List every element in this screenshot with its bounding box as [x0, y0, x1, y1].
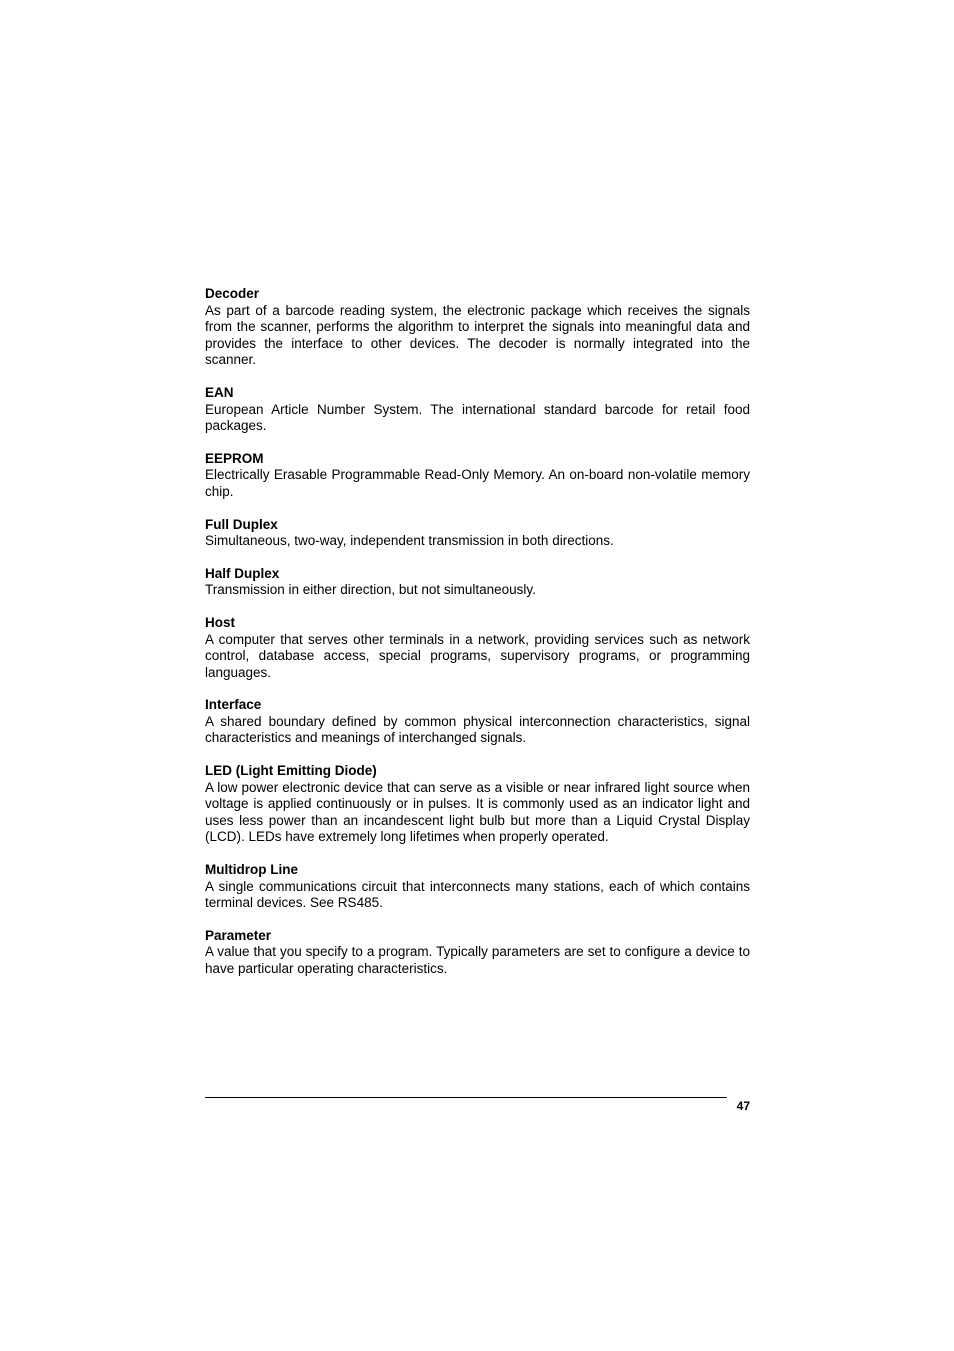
- glossary-definition: A value that you specify to a program. Typically parameters are set to configure a device to have particular operating characteristics.: [205, 944, 750, 976]
- glossary-definition: European Article Number System. The international standard barcode for retail food packages.: [205, 401, 750, 434]
- glossary-content: [205, 286, 750, 994]
- glossary-definition: Electrically Erasable Programmable Read-Only Memory. An on-board non-volatile memory chip.: [205, 467, 750, 499]
- glossary-definition: Transmission in either direction, but not simultaneously.: [205, 582, 536, 598]
- footer-divider: [205, 1097, 727, 1098]
- glossary-term: Half Duplex: [205, 565, 280, 581]
- glossary-entry-interface: [205, 697, 750, 747]
- glossary-definition: A computer that serves other terminals in a network, providing services such as network control, database access, special programs, supervisory programs, or programming languages.: [205, 631, 750, 680]
- glossary-entry-full-duplex: [205, 517, 750, 550]
- glossary-definition: A single communications circuit that interconnects many stations, each of which contains terminal devices. See RS485.: [205, 878, 750, 911]
- glossary-entry-eeprom: [205, 451, 750, 501]
- glossary-entry-led: [205, 763, 750, 846]
- glossary-entry-multidrop-line: [205, 862, 750, 912]
- glossary-term: Full Duplex: [205, 516, 278, 532]
- glossary-term: Decoder: [205, 286, 260, 301]
- glossary-definition: A low power electronic device that can serve as a visible or near infrared light source when voltage is applied continuously or in pulses. It is commonly used as an indicator light and uses less power than an incandescent light bulb but more than a Liquid Crystal Display (LCD). LEDs have extremely long lifetimes when properly operated.: [205, 779, 750, 845]
- glossary-entry-decoder: [205, 286, 750, 369]
- glossary-entry-host: [205, 615, 750, 681]
- glossary-term: Multidrop Line: [205, 862, 298, 878]
- glossary-term: EEPROM: [205, 450, 264, 466]
- glossary-entry-parameter: [205, 928, 750, 978]
- glossary-term: Parameter: [205, 927, 272, 943]
- glossary-definition: As part of a barcode reading system, the electronic package which receives the signals from the scanner, performs the algorithm to interpret the signals into meaningful data and provides the interface to other devices. The decoder is normally integrated into the scanner.: [205, 302, 750, 368]
- glossary-definition: Simultaneous, two-way, independent transmission in both directions.: [205, 533, 614, 549]
- glossary-entry-half-duplex: [205, 566, 750, 599]
- page-number: 47: [736, 1099, 750, 1113]
- glossary-term: Host: [205, 614, 235, 630]
- glossary-definition: A shared boundary defined by common physical interconnection characteristics, signal characteristics and meanings of interchanged signals.: [205, 713, 750, 746]
- glossary-term: LED (Light Emitting Diode): [205, 763, 377, 779]
- glossary-entry-ean: [205, 385, 750, 435]
- glossary-term: Interface: [205, 697, 262, 713]
- glossary-term: EAN: [205, 384, 234, 400]
